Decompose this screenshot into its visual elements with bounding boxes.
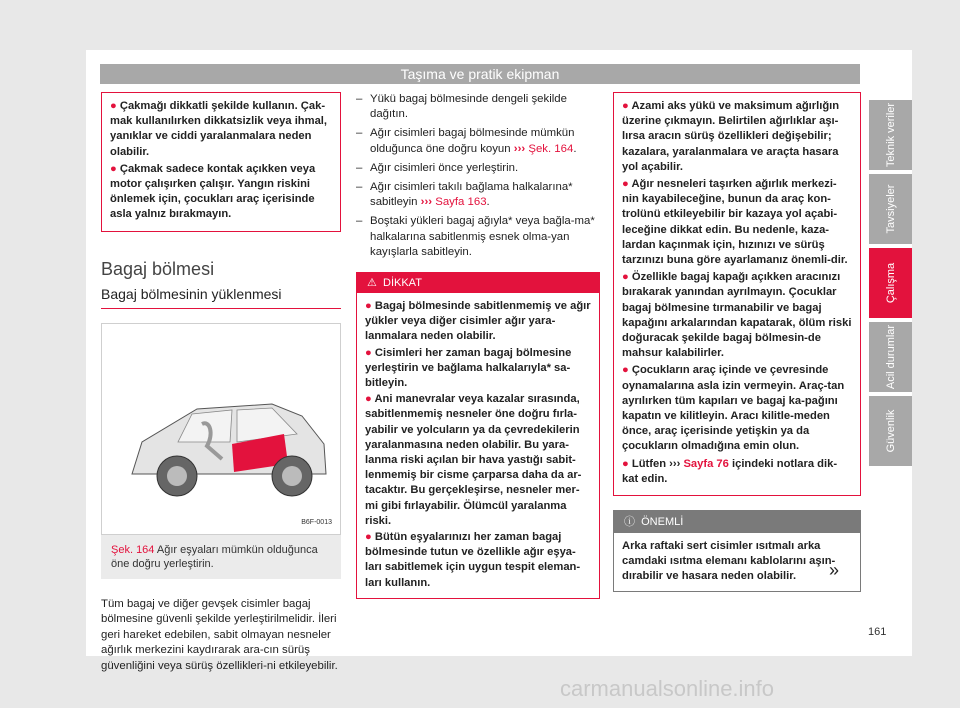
info-circle-icon: ⓘ — [624, 516, 635, 529]
warning-box — [613, 92, 861, 496]
continue-mark: » — [829, 560, 840, 580]
warning-item: ● Ağır nesneleri taşırken ağırlık merkezi-nin kayabileceğine, bunun da araç kon-trolünü etkileyebilir bir kazaya yol açabi-leceğine dikkat edin. Bu nedenle, kaza-lardan kaçınmak için, hızınızı ve sürüş tarzınızı buna göre ayarlamanız önemli-dir. — [622, 178, 848, 267]
caution-header: ⚠ DİKKAT — [357, 273, 599, 293]
list-item: – Yükü bagaj bölmesinde dengeli şekilde dağıtın. — [356, 92, 600, 122]
caution-item: ● Ani manevralar veya kazalar sırasında, sabitlenmemiş nesneler öne doğru fırla-yabilir ve yolcuların ya da çevredekilerin yaralanmasına neden olabilir. Bu yara-lanma riski açılan bir hava yastığı sabit-lenmemiş bir cisme çarparsa daha da ar-tacaktır. Bu gerçekleşirse, nesneler mer-mi gibi fırlayabilir. Ölümcül yaralanma riski. — [365, 393, 582, 527]
car-cutaway-illustration — [102, 324, 340, 532]
warning-item: ● Lütfen ››› Sayfa 76 içindeki notlara dik-kat edin. — [622, 457, 838, 485]
caution-item: ● Bütün eşyalarınızı her zaman bagaj bölmesinde tutun ve özellikle ağır eşya-ları sabitlemek için uygun tespit eleman-ları kullanın. — [365, 531, 581, 589]
ref-link[interactable]: Sayfa 76 — [683, 457, 729, 470]
list-item: – Boştaki yükleri bagaj ağıyla* veya bağla-ma* halkalarına sabitlenmiş esnek olma-yan kayışlarla sabitleyin. — [356, 214, 600, 260]
figure-number: Şek. 164 — [111, 544, 155, 557]
caution-item: ● Cisimleri her zaman bagaj bölmesine yerleştirin ve bağlama halkalarıyla* sa-bitleyin. — [365, 346, 572, 390]
warning-item: ● Çakmağı dikkatli şekilde kullanın. Çak-mak kullanılırken dikkatsizlik veya ihmal, yanıklar ve ciddi yaralanmalara neden olabilir. — [110, 100, 328, 158]
section-title: Bagaj bölmesi — [101, 258, 215, 279]
figure-caption — [101, 535, 341, 579]
column-3 — [613, 92, 861, 592]
car-figure — [101, 323, 341, 535]
list-item: – Ağır cisimleri takılı bağlama halkalarına* sabitleyin ››› Sayfa 163. — [356, 180, 600, 210]
tab-guvenlik[interactable]: Güvenlik — [869, 396, 912, 466]
important-box — [613, 510, 861, 592]
warning-item: ● Çocukların araç içinde ve çevresinde oynamalarına asla izin vermeyin. Araç-tan ayrılırken tüm kapıları ve bagaj ka-pağını kapatın ve kilitleyin. Aracı kilitle-meden önce, araç içerisinde yetişkin ya da çocukların olmadığına emin olun. — [622, 364, 845, 453]
tab-teknik-veriler[interactable]: Teknik veriler — [869, 100, 912, 170]
ref-link[interactable]: Sayfa 163 — [435, 196, 487, 209]
tab-acil-durumlar[interactable]: Acil durumlar — [869, 322, 912, 392]
tab-tavsiyeler[interactable]: Tavsiyeler — [869, 174, 912, 244]
side-tabs — [869, 100, 912, 470]
warning-item: ● Çakmak sadece kontak açıkken veya motor çalışırken çalışır. Yangın riskini önlemek için, çocukları araç içerisinde asla yalnız bırakmayın. — [110, 162, 316, 221]
warning-triangle-icon: ⚠ — [367, 277, 377, 290]
page-header: Taşıma ve pratik ekipman — [100, 64, 860, 84]
important-body: Arka raftaki sert cisimler ısıtmalı arka camdaki ısıtma elemanı kablolarını aşın-dırabilir ve hasara neden olabilir. — [622, 540, 836, 583]
list-item: – Ağır cisimleri önce yerleştirin. — [356, 161, 600, 176]
figure-code: B6F-0013 — [301, 518, 332, 526]
warning-box — [101, 92, 341, 232]
list-item: – Ağır cisimleri bagaj bölmesinde mümkün olduğunca öne doğru koyun ››› Şek. 164. — [356, 126, 600, 156]
warning-item: ● Azami aks yükü ve maksimum ağırlığın üzerine çıkmayın. Belirtilen ağırlıklar aşı-lırsa aracın sürüş özellikleri değişebilir; kazalara, yaralanmalara ve araçta hasara yol açabilir. — [622, 100, 840, 173]
watermark: carmanualsonline.info — [560, 676, 775, 701]
caution-body — [357, 293, 599, 598]
caution-item: ● Bagaj bölmesinde sabitlenmemiş ve ağır yükler veya diğer cisimler ağır yara-lanmalara neden olabilir. — [365, 300, 591, 343]
body-paragraph: Tüm bagaj ve diğer gevşek cisimler bagaj bölmesine güvenli şekilde yerleştirilmelidir. İleri geri hareket edebilen, sabit olmayan nesneler ağırlık merkezini kaydırarak ara-cın sürüş güvenliğini veya sürüş özellikleri-ni etkileyebilir. — [101, 598, 338, 672]
instruction-list — [356, 92, 600, 260]
warning-item: ● Özellikle bagaj kapağı açıkken aracınızı bırakarak yanından ayrılmayın. Çocuklar bagaj bölmesine tırmanabilir ve bagaj kapağını arkalarından kapatarak, ölüm riski doğuracak şekilde bagaj bölmesin-de mahsur kalabilirler. — [622, 271, 852, 360]
tab-calisma[interactable]: Çalışma — [869, 248, 912, 318]
caution-box — [356, 272, 600, 599]
column-1 — [101, 92, 341, 674]
column-2 — [356, 92, 600, 599]
page-number: 161 — [868, 626, 887, 638]
important-header: ⓘ ÖNEMLİ — [614, 511, 860, 533]
caption-text: Ağır eşyaları mümkün olduğunca öne doğru yerleştirin. — [111, 544, 318, 571]
ref-link[interactable]: Şek. 164 — [528, 142, 574, 155]
subsection-title: Bagaj bölmesinin yüklenmesi — [101, 287, 341, 309]
